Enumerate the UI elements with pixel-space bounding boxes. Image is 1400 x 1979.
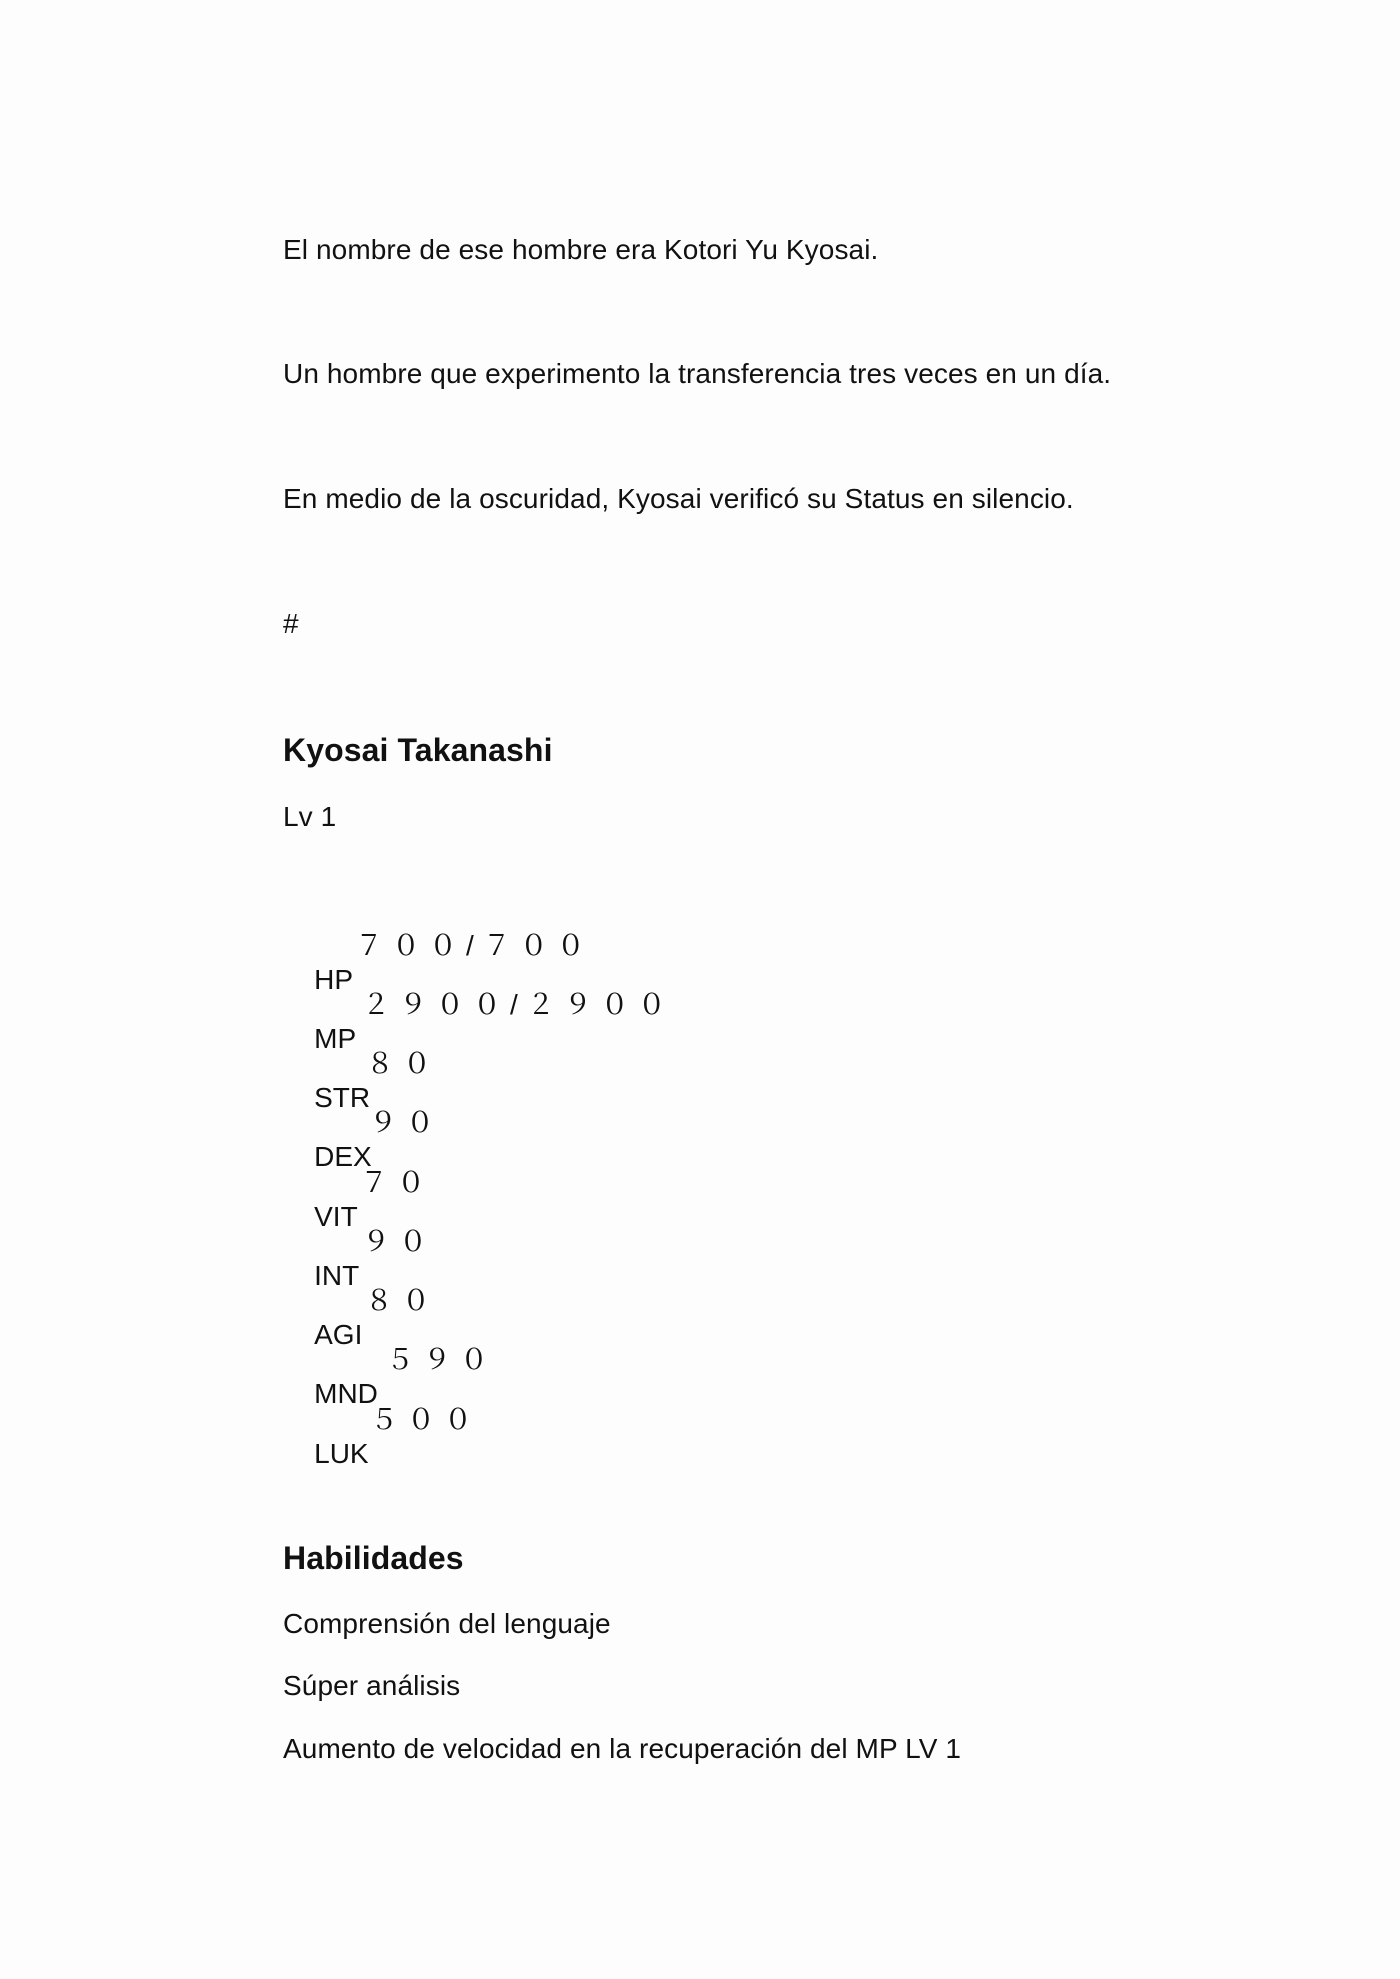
- section-separator: #: [283, 608, 299, 639]
- stat-value: ２９００/２９００: [362, 989, 675, 1020]
- stat-value: ５００: [370, 1404, 482, 1435]
- skill-item: Súper análisis: [283, 1670, 461, 1701]
- skills-heading: Habilidades: [283, 1540, 464, 1576]
- stat-value: ７００/７００: [355, 930, 594, 961]
- narrative-line-3: En medio de la oscuridad, Kyosai verificó su Status en silencio.: [283, 483, 1074, 514]
- stat-value: ８０: [366, 1048, 441, 1079]
- stat-value: ８０: [365, 1285, 440, 1316]
- stat-label: DEX: [314, 1141, 372, 1172]
- stat-label: LUK: [314, 1438, 369, 1469]
- skill-item: Aumento de velocidad en la recuperación del MP LV 1: [283, 1733, 962, 1764]
- stat-label: STR: [314, 1082, 371, 1113]
- stat-label: VIT: [314, 1201, 358, 1232]
- stat-label: AGI: [314, 1319, 363, 1350]
- stat-value: ９０: [369, 1107, 444, 1138]
- stat-label: MP: [314, 1023, 357, 1054]
- character-level: Lv 1: [283, 801, 337, 832]
- stat-label: INT: [314, 1260, 360, 1291]
- stat-label: MND: [314, 1378, 378, 1409]
- stat-value: ９０: [362, 1226, 437, 1257]
- stat-label: HP: [314, 964, 354, 995]
- narrative-line-2: Un hombre que experimento la transferencia tres veces en un día.: [283, 358, 1112, 389]
- stat-value: ７０: [360, 1167, 435, 1198]
- narrative-line-1: El nombre de ese hombre era Kotori Yu Kyosai.: [283, 234, 879, 265]
- stat-luk: [283, 1403, 482, 1539]
- character-name: Kyosai Takanashi: [283, 732, 553, 768]
- stat-value: ５９０: [386, 1344, 498, 1375]
- skill-item: Comprensión del lenguaje: [283, 1608, 611, 1639]
